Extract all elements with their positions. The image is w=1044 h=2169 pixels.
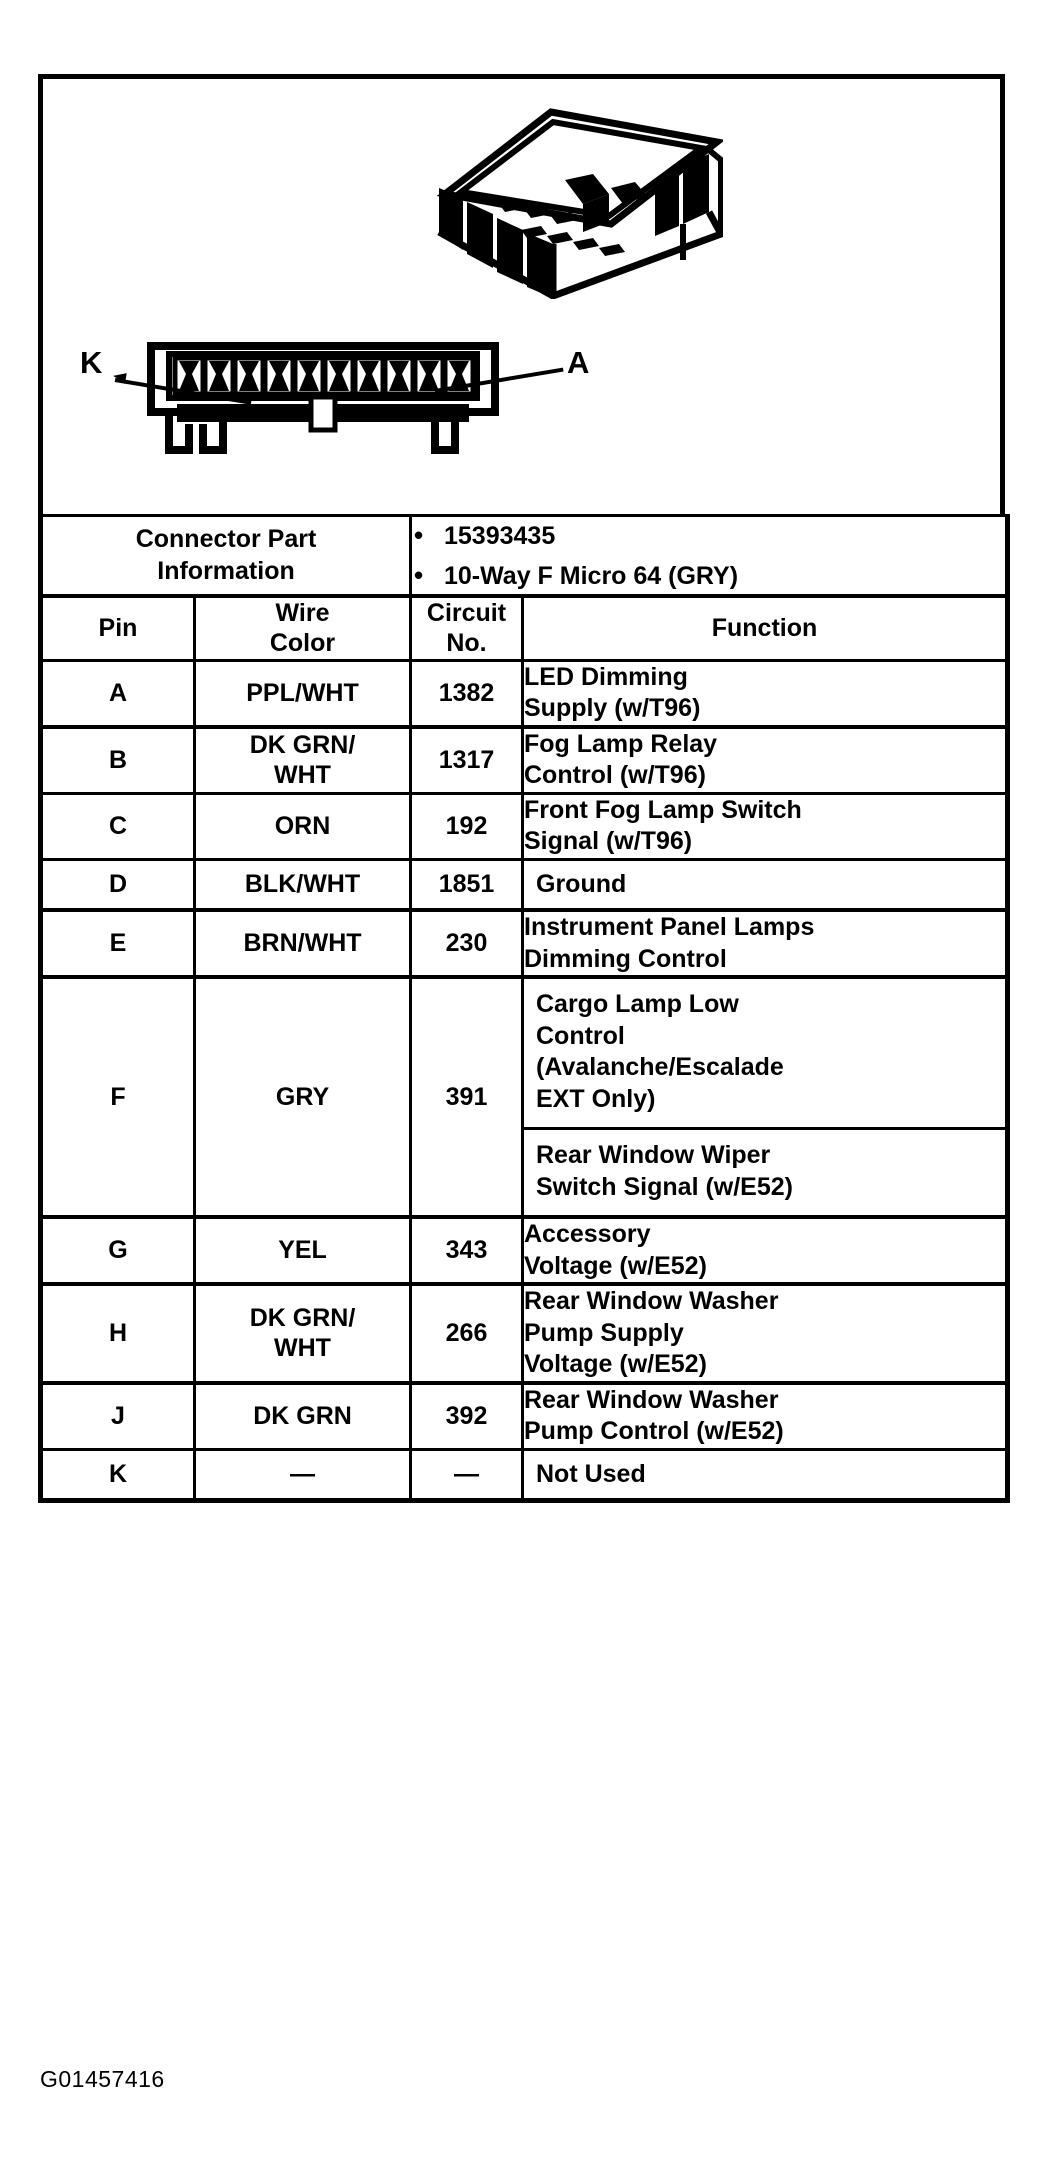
illustration-inner xyxy=(43,79,1000,514)
cell-circuit-no: 266 xyxy=(411,1284,523,1383)
table-row xyxy=(41,977,1008,1217)
table-row xyxy=(41,793,1008,859)
cell-pin: G xyxy=(41,1217,195,1284)
connector-pinout-table xyxy=(38,514,1010,1503)
cell-pin: B xyxy=(41,727,195,794)
header-wire-color xyxy=(195,596,411,661)
connector-part-number: • 15393435 xyxy=(444,523,1005,549)
header-pin: Pin xyxy=(41,596,195,661)
cell-circuit-no: 1851 xyxy=(411,859,523,910)
cell-pin: A xyxy=(41,660,195,727)
connector-part-information-values xyxy=(411,516,1008,596)
cell-pin: K xyxy=(41,1449,195,1501)
cell-wire-color: GRY xyxy=(195,977,411,1217)
cell-circuit-no: 392 xyxy=(411,1383,523,1450)
function-subrow xyxy=(524,1129,1005,1216)
cell-pin: H xyxy=(41,1284,195,1383)
table-row xyxy=(41,910,1008,977)
cell-wire-color: DK GRN/ WHT xyxy=(195,727,411,794)
connector-part-information-label xyxy=(41,516,411,596)
pin-callout-label-a: A xyxy=(567,345,590,380)
cell-wire-color: DK GRN/ WHT xyxy=(195,1284,411,1383)
table-row xyxy=(41,1449,1008,1501)
table-header-row xyxy=(41,596,1008,661)
pin-callout-label-k: K xyxy=(80,345,103,380)
connector-part-information-row xyxy=(41,516,1008,596)
connector-part-list xyxy=(412,523,1005,590)
cell-function: Accessory Voltage (w/E52) xyxy=(523,1217,1008,1284)
function-subtable xyxy=(524,979,1005,1215)
cell-function: Instrument Panel Lamps Dimming Control xyxy=(523,910,1008,977)
cell-function: Fog Lamp Relay Control (w/T96) xyxy=(523,727,1008,794)
table-row xyxy=(41,859,1008,910)
cell-circuit-no: 230 xyxy=(411,910,523,977)
function-subrow xyxy=(524,979,1005,1129)
cell-wire-color: — xyxy=(195,1449,411,1501)
cell-wire-color: BLK/WHT xyxy=(195,859,411,910)
cell-pin: D xyxy=(41,859,195,910)
cell-function-group xyxy=(523,977,1008,1217)
cell-circuit-no: 192 xyxy=(411,793,523,859)
illustration-panel xyxy=(38,74,1005,514)
cell-function: Cargo Lamp Low Control (Avalanche/Escalade EXT Only) xyxy=(524,979,1005,1129)
connector-part-type: • 10-Way F Micro 64 (GRY) xyxy=(444,563,1005,589)
cell-wire-color: BRN/WHT xyxy=(195,910,411,977)
cell-wire-color: YEL xyxy=(195,1217,411,1284)
connector-face-view-icon xyxy=(143,334,503,459)
header-circuit-line1: Circuit xyxy=(426,598,507,627)
cell-circuit-no: 343 xyxy=(411,1217,523,1284)
table-row xyxy=(41,1217,1008,1284)
cell-function: LED Dimming Supply (w/T96) xyxy=(523,660,1008,727)
isometric-connector-housing-icon xyxy=(433,84,723,299)
cell-pin: F xyxy=(41,977,195,1217)
table-row xyxy=(41,660,1008,727)
cpi-label-line2: Information xyxy=(157,557,295,586)
table-row xyxy=(41,1383,1008,1450)
cell-circuit-no: 391 xyxy=(411,977,523,1217)
cell-function: Ground xyxy=(523,859,1008,910)
cell-function: Rear Window Washer Pump Control (w/E52) xyxy=(523,1383,1008,1450)
cell-function: Rear Window Washer Pump Supply Voltage (w/E52) xyxy=(523,1284,1008,1383)
cell-pin: J xyxy=(41,1383,195,1450)
table-row xyxy=(41,1284,1008,1383)
cell-function: Front Fog Lamp Switch Signal (w/T96) xyxy=(523,793,1008,859)
cell-circuit-no: 1317 xyxy=(411,727,523,794)
header-wire-color-line1: Wire xyxy=(275,598,330,627)
cell-pin: E xyxy=(41,910,195,977)
header-circuit-no xyxy=(411,596,523,661)
cell-pin: C xyxy=(41,793,195,859)
cell-function: Not Used xyxy=(523,1449,1008,1501)
cell-function: Rear Window Wiper Switch Signal (w/E52) xyxy=(524,1129,1005,1216)
cell-circuit-no: — xyxy=(411,1449,523,1501)
header-circuit-line2: No. xyxy=(446,629,487,657)
cell-wire-color: ORN xyxy=(195,793,411,859)
table-row xyxy=(41,727,1008,794)
cpi-label-line1: Connector Part xyxy=(135,524,317,553)
header-wire-color-line2: Color xyxy=(269,629,336,657)
figure-reference-code: G01457416 xyxy=(40,2066,165,2092)
cell-wire-color: DK GRN xyxy=(195,1383,411,1450)
cell-wire-color: PPL/WHT xyxy=(195,660,411,727)
header-function: Function xyxy=(523,596,1008,661)
cell-circuit-no: 1382 xyxy=(411,660,523,727)
